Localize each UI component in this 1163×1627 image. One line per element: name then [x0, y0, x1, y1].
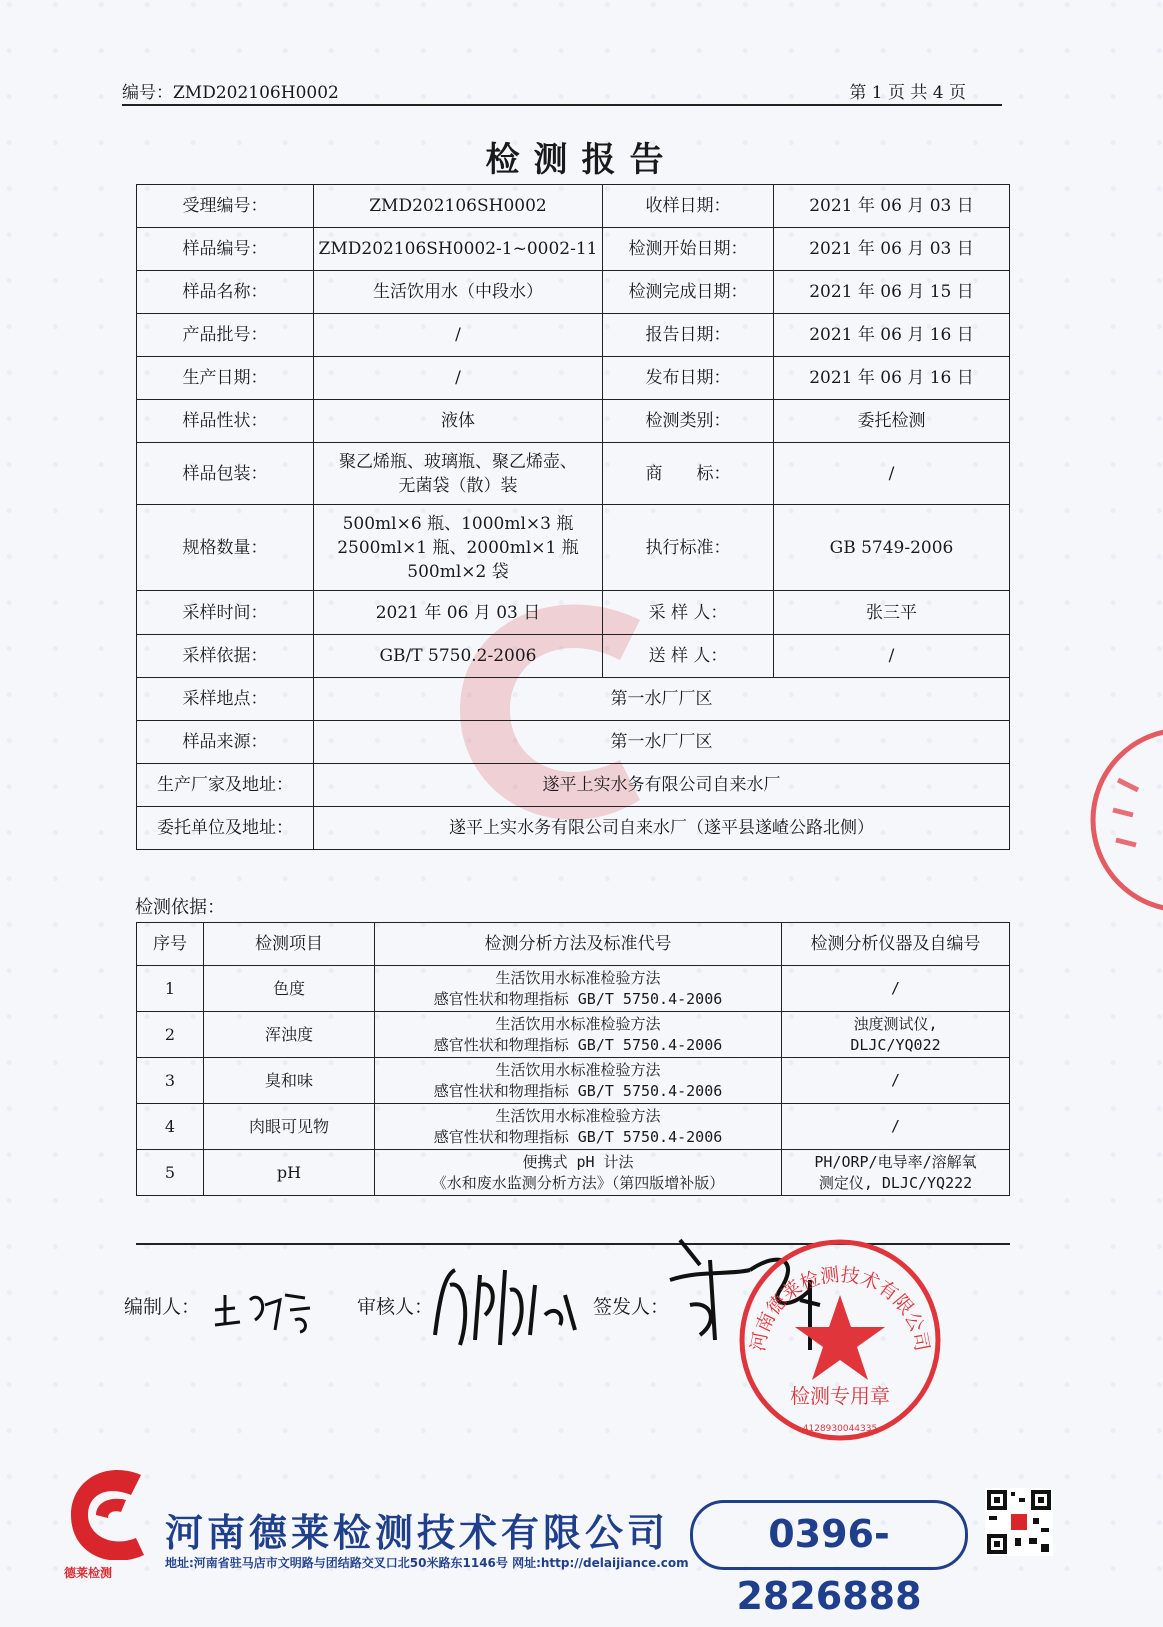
method-line: 便携式 pH 计法: [522, 1152, 634, 1171]
reviewer-label: 审核人：: [357, 1296, 434, 1318]
test-item: 色度: [204, 966, 375, 1012]
method-cell: [375, 1150, 782, 1196]
value-cell: 委托检测: [774, 400, 1010, 443]
methods-table: [136, 922, 1010, 1196]
value-cell: 遂平上实水务有限公司自来水厂: [314, 764, 1010, 807]
page-info: 第 1 页 共 4 页: [849, 83, 966, 103]
instrument-line: /: [890, 979, 901, 997]
label-cell: 检测完成日期：: [603, 271, 774, 314]
method-line: 感官性状和物理指标 GB/T 5750.4-2006: [433, 1081, 723, 1100]
instrument-cell: [782, 966, 1010, 1012]
table-row: [137, 721, 1010, 764]
table-header-row: [137, 923, 1010, 966]
instrument-line: /: [890, 1117, 901, 1135]
value-cell: 2021 年 06 月 16 日: [774, 357, 1010, 400]
table-row: [137, 635, 1010, 678]
method-line: 感官性状和物理指标 GB/T 5750.4-2006: [433, 1035, 723, 1054]
label-cell: 生产厂家及地址：: [137, 764, 314, 807]
row-number: 3: [137, 1058, 204, 1104]
table-row: [137, 228, 1010, 271]
value-cell: /: [314, 357, 603, 400]
value-line: 聚乙烯瓶、玻璃瓶、聚乙烯壶、: [339, 451, 577, 472]
label-cell: 生产日期：: [137, 357, 314, 400]
column-header: 检测分析方法及标准代号: [375, 923, 782, 966]
value-cell: [314, 505, 603, 591]
label-cell: 样品来源：: [137, 721, 314, 764]
test-item: pH: [204, 1150, 375, 1196]
table-row: [137, 505, 1010, 591]
row-number: 5: [137, 1150, 204, 1196]
compiler-label: 编制人：: [124, 1296, 201, 1318]
value-line: 无菌袋（散）装: [398, 475, 518, 496]
signature-row: [593, 1292, 669, 1319]
page-header: [122, 78, 1002, 106]
signature-row: [357, 1292, 433, 1319]
instrument-line: DLJC/YQ022: [850, 1035, 941, 1054]
label-cell: 受理编号：: [137, 185, 314, 228]
label-cell: 商 标：: [603, 443, 774, 505]
label-cell: 检测开始日期：: [603, 228, 774, 271]
method-line: 生活饮用水标准检验方法: [495, 968, 661, 987]
method-line: 生活饮用水标准检验方法: [495, 1014, 661, 1033]
value-cell: 生活饮用水（中段水）: [314, 271, 603, 314]
label-cell: 采样依据：: [137, 635, 314, 678]
value-cell: [314, 443, 603, 505]
sample-info-table: [136, 184, 1010, 850]
document-number: 编号：ZMD202106H0002: [122, 83, 339, 103]
method-line: 生活饮用水标准检验方法: [495, 1106, 661, 1125]
instrument-cell: [782, 1058, 1010, 1104]
instrument-cell: [782, 1104, 1010, 1150]
reviewer-signature-icon: [425, 1255, 585, 1355]
instrument-line: 浊度测试仪,: [853, 1014, 938, 1033]
report-title: 检测报告: [485, 140, 678, 180]
issuer-label: 签发人：: [593, 1296, 670, 1318]
instrument-line: /: [890, 1071, 901, 1089]
value-cell: 液体: [314, 400, 603, 443]
table-row: [137, 357, 1010, 400]
value-cell: 2021 年 06 月 03 日: [774, 228, 1010, 271]
label-cell: 样品编号：: [137, 228, 314, 271]
value-cell: /: [774, 443, 1010, 505]
test-item: 肉眼可见物: [204, 1104, 375, 1150]
seal-number: 4128930044335: [802, 1424, 878, 1434]
official-seal-icon: [735, 1235, 945, 1445]
value-cell: 第一水厂厂区: [314, 678, 1010, 721]
table-row: [137, 185, 1010, 228]
label-cell: 送 样 人：: [603, 635, 774, 678]
test-item: 浑浊度: [204, 1012, 375, 1058]
company-logo-icon: [66, 1460, 148, 1560]
column-header: 检测分析仪器及自编号: [782, 923, 1010, 966]
seal-text: 河南德莱检测技术有限公司: [746, 1263, 934, 1354]
label-cell: 报告日期：: [603, 314, 774, 357]
method-line: 感官性状和物理指标 GB/T 5750.4-2006: [433, 1127, 723, 1146]
footer: [0, 1460, 1163, 1618]
label-cell: 采样时间：: [137, 591, 314, 635]
instrument-line: 测定仪, DLJC/YQ222: [818, 1173, 973, 1192]
value-line: 2500ml×1 瓶、2000ml×1 瓶: [337, 537, 579, 558]
label-cell: 发布日期：: [603, 357, 774, 400]
label-cell: 委托单位及地址：: [137, 807, 314, 850]
label-cell: 执行标准：: [603, 505, 774, 591]
phone-number: 0396-2826888: [690, 1500, 968, 1570]
logo-text: 德莱检测: [64, 1566, 113, 1580]
method-line: 《水和废水监测分析方法》（第四版增补版）: [431, 1173, 725, 1192]
label-cell: 样品包装：: [137, 443, 314, 505]
value-cell: GB 5749-2006: [774, 505, 1010, 591]
seal-subtext: 检测专用章: [790, 1384, 890, 1408]
table-row: [137, 443, 1010, 505]
table-row: [137, 764, 1010, 807]
test-item: 臭和味: [204, 1058, 375, 1104]
company-name: 河南德莱检测技术有限公司: [165, 1511, 670, 1555]
value-cell: ZMD202106SH0002: [314, 185, 603, 228]
method-cell: [375, 1012, 782, 1058]
table-row: [137, 966, 1010, 1012]
label-cell: 检测类别：: [603, 400, 774, 443]
table-row: [137, 807, 1010, 850]
instrument-line: PH/ORP/电导率/溶解氧: [814, 1152, 977, 1171]
table-row: [137, 400, 1010, 443]
table-row: [137, 1058, 1010, 1104]
compiler-signature-icon: [210, 1280, 320, 1340]
label-cell: 样品性状：: [137, 400, 314, 443]
value-line: 500ml×6 瓶、1000ml×3 瓶: [342, 513, 574, 534]
label-cell: 规格数量：: [137, 505, 314, 591]
table-row: [137, 1104, 1010, 1150]
value-cell: 第一水厂厂区: [314, 721, 1010, 764]
method-line: 生活饮用水标准检验方法: [495, 1060, 661, 1079]
value-cell: ZMD202106SH0002-1~0002-11: [314, 228, 603, 271]
side-seal-icon: [1078, 720, 1163, 920]
value-line: 500ml×2 袋: [407, 561, 509, 582]
table-row: [137, 678, 1010, 721]
table-row: [137, 591, 1010, 635]
signature-row: [124, 1292, 200, 1319]
value-cell: /: [774, 635, 1010, 678]
value-cell: 2021 年 06 月 03 日: [774, 185, 1010, 228]
table-row: [137, 271, 1010, 314]
method-cell: [375, 1058, 782, 1104]
value-cell: /: [314, 314, 603, 357]
qr-code-icon: [985, 1488, 1053, 1556]
row-number: 4: [137, 1104, 204, 1150]
row-number: 2: [137, 1012, 204, 1058]
table-row: [137, 314, 1010, 357]
label-cell: 采样地点：: [137, 678, 314, 721]
table-row: [137, 1150, 1010, 1196]
method-cell: [375, 966, 782, 1012]
method-cell: [375, 1104, 782, 1150]
column-header: 检测项目: [204, 923, 375, 966]
basis-label: 检测依据：: [135, 897, 225, 918]
value-cell: 2021 年 06 月 03 日: [314, 591, 603, 635]
value-cell: 2021 年 06 月 16 日: [774, 314, 1010, 357]
instrument-cell: [782, 1150, 1010, 1196]
value-cell: 遂平上实水务有限公司自来水厂（遂平县遂嵖公路北侧）: [314, 807, 1010, 850]
column-header: 序号: [137, 923, 204, 966]
label-cell: 采 样 人：: [603, 591, 774, 635]
company-address: 地址:河南省驻马店市文明路与团结路交叉口北50米路东1146号 网址:http://delaijiance.com: [165, 1556, 689, 1570]
value-cell: 张三平: [774, 591, 1010, 635]
instrument-cell: [782, 1012, 1010, 1058]
label-cell: 收样日期：: [603, 185, 774, 228]
value-cell: GB/T 5750.2-2006: [314, 635, 603, 678]
row-number: 1: [137, 966, 204, 1012]
table-row: [137, 1012, 1010, 1058]
label-cell: 样品名称：: [137, 271, 314, 314]
method-line: 感官性状和物理指标 GB/T 5750.4-2006: [433, 989, 723, 1008]
value-cell: 2021 年 06 月 15 日: [774, 271, 1010, 314]
label-cell: 产品批号：: [137, 314, 314, 357]
